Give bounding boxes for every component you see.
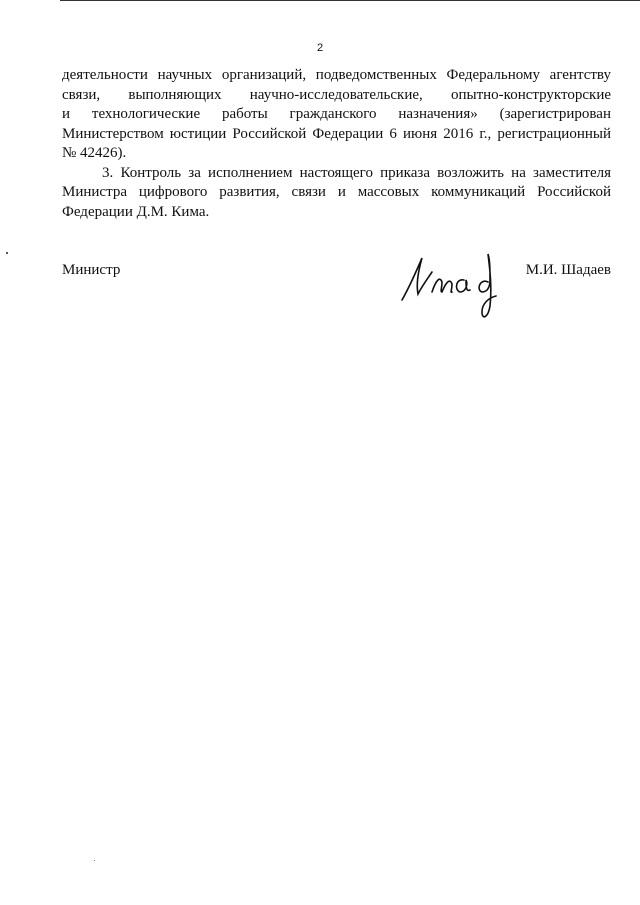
signature-block (62, 262, 611, 332)
signer-name: М.И. Шадаев (525, 262, 611, 278)
text-line: Министерством юстиции Российской Федерации 6 июня 2016 г., регистрационный (62, 125, 611, 142)
text-line: № 42426). (62, 145, 127, 161)
text-line: деятельности научных организаций, подведомственных Федеральному агентству (62, 67, 611, 83)
scan-speck (94, 860, 95, 861)
text-line: и технологические работы гражданского назначения» (зарегистрирован (62, 106, 611, 122)
text-line: связи, выполняющих научно-исследовательские, опытно-конструкторские (62, 86, 611, 103)
document-body (62, 66, 611, 222)
signer-title: Министр (62, 262, 121, 278)
handwritten-signature (392, 246, 512, 330)
scan-speck (6, 252, 8, 254)
paragraph-item-3: 3. Контроль за исполнением настоящего приказа возложить на заместителя Министра цифрового развития, связи и массовых коммуникаций Российской Федерации Д.М. Кима. (62, 164, 611, 220)
top-edge-rule (60, 0, 640, 1)
paragraph-continuation (62, 66, 611, 164)
page-number: 2 (316, 42, 324, 54)
